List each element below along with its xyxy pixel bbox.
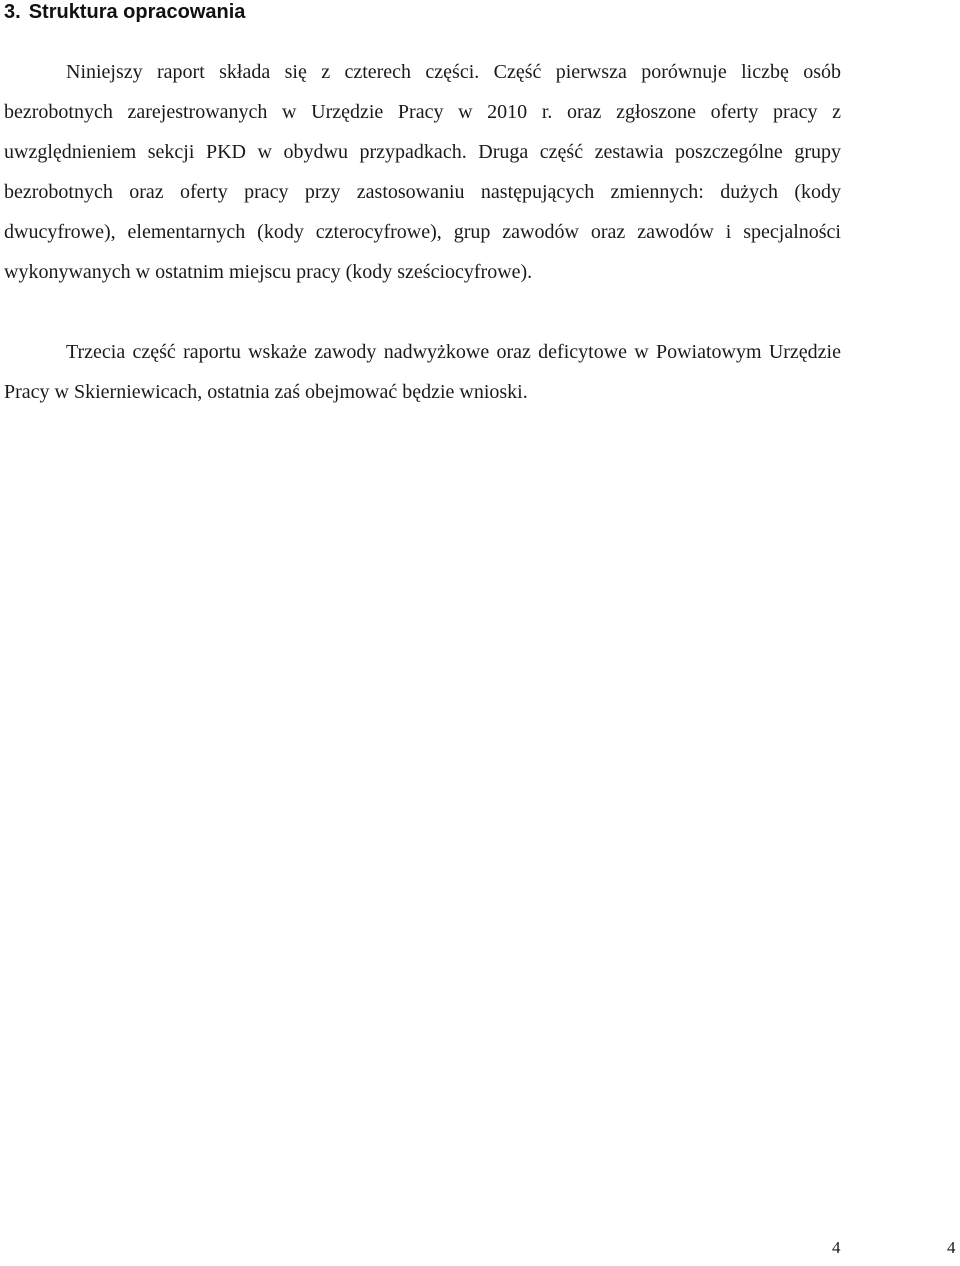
page-number: 4: [832, 1238, 841, 1257]
paragraph-text: Trzecia część raportu wskaże zawody nadwyżkowe oraz deficytowe w Powiatowym Urzędzie Pracy w Skierniewicach, ostatnia zaś obejmować będzie wnioski.: [4, 341, 841, 403]
section-heading: [4, 0, 245, 24]
section-title: Struktura opracowania: [28, 1, 246, 23]
paragraph-third-part: [4, 332, 841, 412]
section-number: 3.: [4, 1, 21, 23]
paragraph-text: Niniejszy raport składa się z czterech części. Część pierwsza porównuje liczbę osób bezrobotnych zarejestrowanych w Urzędzie Pracy w 2010 r. oraz zgłoszone oferty pracy z uwzględnieniem sekcji PKD w obydwu przypadkach. Druga część zestawia poszczególne grupy bezrobotnych oraz oferty pracy przy zastosowaniu następujących zmiennych: dużych (kody dwucyfrowe), elementarnych (kody czterocyfrowe), grup zawodów oraz zawodów i specjalności wykonywanych w ostatnim miejscu pracy (kody sześciocyfrowe).: [4, 61, 841, 283]
paragraph-structure-overview: [4, 52, 841, 292]
page-number-edge: 4: [947, 1238, 956, 1257]
